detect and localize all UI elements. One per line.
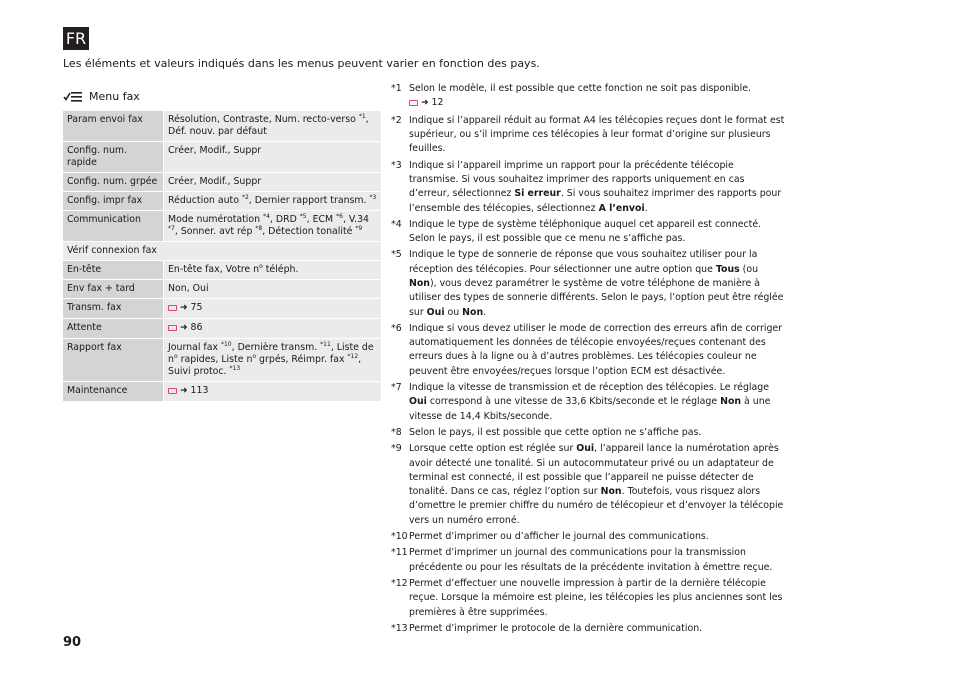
footnote-number: *9 [391, 443, 402, 455]
table-row [63, 299, 381, 319]
footnote-number: *4 [391, 218, 402, 230]
table-row [63, 173, 381, 192]
menu-value [164, 319, 382, 339]
footnote [391, 577, 785, 620]
page-reference-link[interactable]: ➜ 12 [409, 96, 443, 110]
footnote-text: Indique si l’appareil réduit au format A4 les télécopies reçues dont le format est supérieur, ou s’il imprime ces télécopies à leur format d’origine sur plusieurs feuilles. [409, 114, 785, 155]
menu-value: Non, Oui [164, 280, 382, 299]
footnote-text: Selon le modèle, il est possible que cette fonction ne soit pas disponible. ➜ 12 [409, 82, 785, 112]
table-row [63, 319, 381, 339]
book-icon [409, 100, 418, 106]
table-row [63, 142, 381, 173]
page-reference-link[interactable]: ➜ 75 [168, 302, 202, 314]
menu-key: Rapport fax [63, 339, 164, 382]
menu-value: Résolution, Contraste, Num. recto-verso $^{*1}$, Déf. nouv. par défaut [164, 111, 382, 142]
page-reference-link[interactable]: ➜ 86 [168, 322, 202, 334]
footnotes [391, 82, 785, 638]
menu-key: Attente [63, 319, 164, 339]
menu-key: Vérif connexion fax [63, 242, 381, 261]
table-row [63, 111, 381, 142]
arrow-right-icon: ➜ [180, 323, 188, 333]
arrow-right-icon: ➜ [421, 98, 429, 109]
book-icon [168, 305, 177, 311]
footnote-text: Lorsque cette option est réglée sur Oui, l’appareil lance la numérotation après avoir détecté une tonalité. Si un autocommutateur privé ou un adaptateur de terminal est connecté, il est possible que l’appareil ne puisse détecter de tonalité. Dans ce cas, réglez l’option sur Non. Toutefois, vous risquez alors d’omettre le premier chiffre du numéro de télécopieur et d’envoyer la télécopie vers un numéro erroné. [409, 443, 784, 526]
footnote-text: Indique la vitesse de transmission et de réception des télécopies. Le réglage Oui correspond à une vitesse de 33,6 Kbits/seconde et le réglage Non à une vitesse de 14,4 Kbits/seconde. [409, 382, 771, 422]
footnote-number: *13 [391, 622, 408, 634]
footnote-text: Selon le pays, il est possible que cette option ne s’affiche pas. [409, 426, 702, 438]
footnote-text: Permet d’effectuer une nouvelle impression à partir de la dernière télécopie reçue. Lorsque la mémoire est pleine, les télécopies les plus anciennes sont les premières à être supprimées. [409, 577, 783, 618]
menu-key: Communication [63, 211, 164, 242]
menu-key: Config. impr fax [63, 192, 164, 211]
footnote [391, 82, 785, 112]
menu-value: Mode numérotation $^{*4}$, DRD $^{*5}$, ECM $^{*6}$, V.34 $^{*7}$, Sonner. avt rép $^{*8}$, Détection tonalité $^{*9}$ [164, 211, 382, 242]
footnote-number: *11 [391, 547, 408, 559]
menu-key: En-tête [63, 261, 164, 280]
menu-value [164, 299, 382, 319]
footnote-number: *10 [391, 531, 408, 543]
footnote [391, 218, 785, 247]
footnote-number: *6 [391, 322, 402, 334]
menu-key: Maintenance [63, 382, 164, 402]
table-row [63, 280, 381, 299]
footnote [391, 322, 785, 379]
book-icon [168, 388, 177, 394]
table-row [63, 192, 381, 211]
menu-title: Menu fax [89, 90, 140, 103]
table-row [63, 261, 381, 280]
footnote [391, 546, 785, 575]
footnote-text: Permet d’imprimer un journal des communications pour la transmission précédente ou pour les résultats de la précédente invitation à émettre reçue. [409, 547, 773, 573]
book-icon [168, 325, 177, 331]
footnote-number: *7 [391, 382, 402, 394]
footnote-number: *1 [391, 83, 402, 94]
table-row [63, 339, 381, 382]
footnote-number: *5 [391, 249, 402, 261]
footnote [391, 622, 785, 636]
menu-key: Env fax + tard [63, 280, 164, 299]
footnote [391, 442, 785, 528]
menu-heading [63, 90, 140, 103]
footnote [391, 114, 785, 157]
menu-key: Param envoi fax [63, 111, 164, 142]
footnote [391, 426, 785, 440]
menu-key: Config. num. rapide [63, 142, 164, 173]
menu-key: Transm. fax [63, 299, 164, 319]
arrow-right-icon: ➜ [180, 303, 188, 313]
language-badge: FR [63, 27, 89, 50]
table-row [63, 242, 381, 261]
arrow-right-icon: ➜ [180, 386, 188, 396]
menu-value: En-tête fax, Votre $n^o$ téléph. [164, 261, 382, 280]
footnote [391, 530, 785, 544]
menu-value: Créer, Modif., Suppr [164, 173, 382, 192]
footnote-number: *2 [391, 114, 402, 126]
footnote-text: Permet d’imprimer ou d’afficher le journal des communications. [409, 531, 709, 543]
footnote [391, 248, 785, 319]
footnote-number: *8 [391, 426, 402, 438]
menu-value: Journal fax $^{*10}$, Dernière transm. $^{*11}$, Liste de $n^o$ rapides, Liste $n^o$ grpés, Réimpr. fax $^{*12}$, Suivi protoc. $^{*13}$ [164, 339, 382, 382]
footnote-text: Indique si l’appareil imprime un rapport pour la précédente télécopie transmise. Si vous souhaitez imprimer des rapports uniquement en cas d’erreur, sélectionnez Si erreur. Si vous souhaitez imprimer des rapports pour l’ensemble des télécopies, sélectionnez A l’envoi. [409, 159, 782, 214]
footnote-text: Permet d’imprimer le protocole de la dernière communication. [409, 622, 703, 634]
footnote-text: Indique le type de sonnerie de réponse que vous souhaitez utiliser pour la réception des télécopies. Pour sélectionner une autre option que Tous (ou Non), vous devez paramétrer le système de votre téléphone de manière à utiliser des types de sonnerie différents. Selon le pays, l’option peut être réglée sur Oui ou Non. [409, 249, 784, 318]
fax-menu-table [63, 111, 381, 402]
footnote [391, 381, 785, 424]
checklist-icon [63, 91, 83, 102]
menu-value: Créer, Modif., Suppr [164, 142, 382, 173]
table-row [63, 211, 381, 242]
page-number: 90 [63, 635, 82, 650]
page-reference-link[interactable]: ➜ 113 [168, 385, 208, 397]
footnote-number: *12 [391, 577, 408, 589]
menu-key: Config. num. grpée [63, 173, 164, 192]
menu-value [164, 382, 382, 402]
menu-value: Réduction auto $^{*2}$, Dernier rapport transm. $^{*3}$ [164, 192, 382, 211]
intro-text: Les éléments et valeurs indiqués dans les menus peuvent varier en fonction des pays. [63, 57, 540, 70]
footnote-text: Indique si vous devez utiliser le mode de correction des erreurs afin de corriger automatiquement les données de télécopie envoyées/reçues contenant des erreurs dues à la ligne ou à d’autres problèmes. Les télécopies couleur ne peuvent être envoyées/reçues lorsque l’option ECM est désactivée. [409, 322, 783, 377]
footnote-text: Indique le type de système téléphonique auquel cet appareil est connecté. Selon le pays, il est possible que ce menu ne s’affiche pas. [409, 218, 762, 245]
footnote-number: *3 [391, 159, 402, 171]
table-row [63, 382, 381, 402]
footnote [391, 159, 785, 216]
